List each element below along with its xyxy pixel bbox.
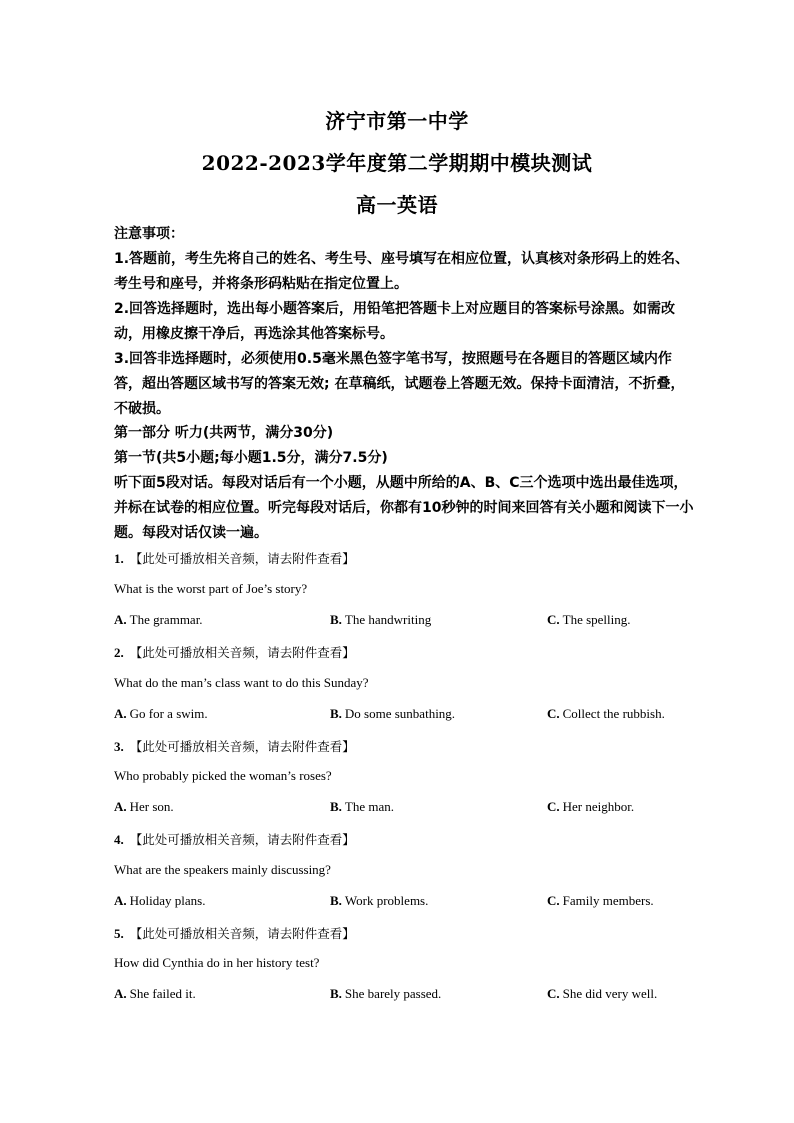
question-number: 2.	[114, 645, 124, 660]
school-title: 济宁市第一中学	[325, 109, 469, 133]
question-5-option-b[interactable]	[330, 986, 441, 1002]
option-label: A.	[114, 986, 127, 1001]
question-3-option-a[interactable]	[114, 799, 174, 815]
option-text: Her neighbor.	[562, 799, 635, 814]
question-number: 4.	[114, 832, 124, 847]
question-3-option-b[interactable]	[330, 799, 394, 815]
notice-item-3: 3.回答非选择题时，必须使用0.5毫米黑色签字笔书写，按照题号在各题目的答题区域内作答，超出答题区域书写的答案无效; 在草稿纸，试题卷上答题无效。保持卡面清洁，不折叠，不破损。	[114, 351, 685, 417]
question-4-audio-prompt[interactable]	[114, 830, 355, 848]
option-text: Go for a swim.	[129, 706, 208, 721]
question-2-text: What do the man’s class want to do this Sunday?	[114, 675, 369, 690]
question-1-option-a[interactable]	[114, 612, 203, 628]
question-4-option-b[interactable]	[330, 893, 428, 909]
question-5-option-c[interactable]	[547, 986, 657, 1002]
option-text: The man.	[344, 799, 395, 814]
option-label: A.	[114, 799, 127, 814]
question-1-audio-prompt[interactable]	[114, 549, 355, 567]
question-2-option-b[interactable]	[330, 706, 455, 722]
option-text: She barely passed.	[344, 986, 442, 1001]
option-text: The spelling.	[562, 612, 631, 627]
question-4-option-c[interactable]	[547, 893, 654, 909]
question-3-option-c[interactable]	[547, 799, 634, 815]
option-text: Holiday plans.	[129, 893, 206, 908]
option-text: Work problems.	[344, 893, 429, 908]
listening-directions: 听下面5段对话。每段对话后有一个小题，从题中所给的A、B、C三个选项中选出最佳选项，并标在试卷的相应位置。听完每段对话后，你都有10秒钟的时间来回答有关小题和阅读下一小题。每段对话仅读一遍。	[114, 475, 694, 541]
option-text: The handwriting	[344, 612, 432, 627]
question-1-text: What is the worst part of Joe’s story?	[114, 581, 308, 596]
option-text: The grammar.	[129, 612, 203, 627]
option-label: A.	[114, 612, 127, 627]
notice-item-1: 1.答题前，考生先将自己的姓名、考生号、座号填写在相应位置，认真核对条形码上的姓名、考生号和座号，并将条形码粘贴在指定位置上。	[114, 251, 690, 292]
audio-note: 【此处可播放相关音频，请去附件查看】	[129, 551, 355, 566]
question-3-text: Who probably picked the woman’s roses?	[114, 768, 332, 783]
notice-item-2: 2.回答选择题时，选出每小题答案后，用铅笔把答题卡上对应题目的答案标号涂黑。如需改动，用橡皮擦干净后，再选涂其他答案标号。	[114, 301, 676, 342]
option-label: A.	[114, 893, 127, 908]
option-label: A.	[114, 706, 127, 721]
option-text: Collect the rubbish.	[562, 706, 665, 721]
audio-note: 【此处可播放相关音频，请去附件查看】	[129, 926, 355, 941]
option-text: Do some sunbathing.	[344, 706, 456, 721]
question-5-text: How did Cynthia do in her history test?	[114, 955, 320, 970]
option-text: Her son.	[129, 799, 174, 814]
question-5-audio-prompt[interactable]	[114, 924, 355, 942]
option-label: C.	[547, 612, 560, 627]
question-number: 1.	[114, 551, 124, 566]
section-one-heading: 第一节(共5小题;每小题1.5分，满分7.5分)	[114, 450, 388, 466]
part-one-heading: 第一部分 听力(共两节，满分30分)	[114, 425, 334, 441]
option-text: She did very well.	[562, 986, 658, 1001]
audio-note: 【此处可播放相关音频，请去附件查看】	[129, 739, 355, 754]
option-label: C.	[547, 799, 560, 814]
question-5-option-a[interactable]	[114, 986, 196, 1002]
question-1-option-c[interactable]	[547, 612, 631, 628]
option-label: B.	[330, 893, 342, 908]
question-number: 3.	[114, 739, 124, 754]
question-2-option-a[interactable]	[114, 706, 208, 722]
question-4-option-a[interactable]	[114, 893, 205, 909]
option-label: C.	[547, 893, 560, 908]
question-3-audio-prompt[interactable]	[114, 737, 355, 755]
option-label: B.	[330, 706, 342, 721]
question-2-audio-prompt[interactable]	[114, 643, 355, 661]
option-label: B.	[330, 986, 342, 1001]
question-2-option-c[interactable]	[547, 706, 665, 722]
subject-title: 高一英语	[356, 193, 438, 217]
option-label: B.	[330, 799, 342, 814]
question-4-text: What are the speakers mainly discussing?	[114, 862, 331, 877]
option-text: Family members.	[562, 893, 654, 908]
question-1-option-b[interactable]	[330, 612, 431, 628]
question-number: 5.	[114, 926, 124, 941]
exam-title: 2022-2023学年度第二学期期中模块测试	[201, 151, 593, 175]
notice-heading: 注意事项：	[114, 226, 184, 242]
option-label: C.	[547, 986, 560, 1001]
option-label: B.	[330, 612, 342, 627]
option-text: She failed it.	[129, 986, 196, 1001]
audio-note: 【此处可播放相关音频，请去附件查看】	[129, 645, 355, 660]
audio-note: 【此处可播放相关音频，请去附件查看】	[129, 832, 355, 847]
option-label: C.	[547, 706, 560, 721]
